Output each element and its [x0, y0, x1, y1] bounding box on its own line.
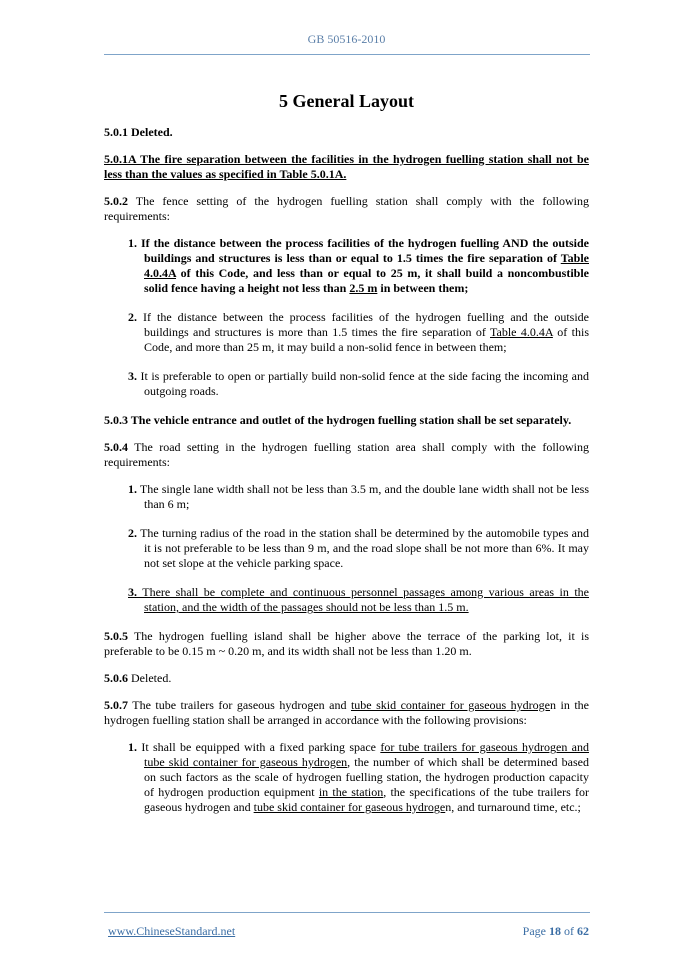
clause-5-0-4-item-3 — [128, 585, 589, 615]
header-divider — [104, 54, 590, 55]
clause-text: The hydrogen fuelling island shall be higher above the terrace of the parking lot, it is preferable to be 0.15 m ~ 0.20 m, and its width shall not be less than 1.20 m. — [104, 629, 589, 658]
item-text-underlined: for tube trailers for gaseous hydrogen and tube skid container for gaseous hydrogen — [144, 740, 589, 769]
item-text: of this Code, and less than or equal to 25 m, it shall build a noncombustible solid fence having a height not less than — [144, 266, 589, 295]
clause-text: The road setting in the hydrogen fuelling station area shall comply with the following requirements: — [104, 440, 589, 469]
item-text: in between them; — [377, 281, 469, 295]
item-text-underlined: 2.5 m — [349, 281, 378, 295]
clause-number: 5.0.7 — [104, 698, 128, 712]
item-text: , the number of which shall be determined based on such factors as the scale of hydrogen fuelling station, the hydrogen production capacity of hydrogen production equipment — [144, 755, 589, 799]
item-number: 3. — [128, 369, 137, 383]
item-text: It shall be equipped with a fixed parking space — [137, 740, 381, 754]
clause-5-0-1: 5.0.1 Deleted. — [104, 125, 173, 139]
clause-number: 5.0.4 — [104, 440, 128, 454]
website-link[interactable]: www.ChineseStandard.net — [108, 924, 236, 938]
clause-5-0-2-item-1 — [128, 236, 589, 296]
table-reference-link[interactable]: Table 4.0.4A — [490, 325, 553, 339]
clause-text: Deleted. — [128, 671, 172, 685]
item-text: The turning radius of the road in the station shall be determined by the automobile types and it is not preferable to be less than 9 m, and the road slope shall be not more than 6%. It may not set slope at the vehicle parking space. — [137, 526, 589, 570]
page-title: 5 General Layout — [279, 91, 414, 111]
clause-text: The tube trailers for gaseous hydrogen and — [128, 698, 351, 712]
item-number: 1. — [128, 740, 137, 754]
clause-number: 5.0.6 — [104, 671, 128, 685]
item-number: 3. — [128, 585, 137, 599]
item-text: If the distance between the process facilities of the hydrogen fuelling and the outside buildings and structures is more than 1.5 times the fire separation of — [137, 310, 589, 339]
item-text: The single lane width shall not be less than 3.5 m, and the double lane width shall not be less than 6 m; — [137, 482, 589, 511]
clause-text: n in the hydrogen fuelling station shall be arranged in accordance with the following provisions: — [104, 698, 589, 727]
page-label: Page — [522, 924, 546, 938]
item-text: of this Code, and more than 25 m, it may build a non-solid fence in between them; — [144, 325, 589, 354]
item-number: 2. — [128, 310, 137, 324]
item-number: 1. — [128, 236, 137, 250]
item-text: If the distance between the process facilities of the hydrogen fuelling AND the outside buildings and structures is less than or equal to 1.5 times the fire separation of — [137, 236, 589, 265]
page-indicator — [523, 924, 589, 939]
clause-5-0-5 — [104, 629, 589, 659]
item-text: , the specifications of the tube trailers for gaseous hydrogen and — [144, 785, 590, 814]
clause-5-0-3: 5.0.3 The vehicle entrance and outlet of the hydrogen fuelling station shall be set separately. — [104, 413, 572, 427]
clause-5-0-4-item-1 — [128, 482, 589, 512]
item-text: There shall be complete and continuous personnel passages among various areas in the station, and the width of the passages should not be less than 1.5 m. — [137, 585, 589, 614]
clause-5-0-2-item-3 — [128, 369, 589, 399]
item-text: It is preferable to open or partially build non-solid fence at the side facing the incoming and outgoing roads. — [137, 369, 589, 398]
item-number: 1. — [128, 482, 137, 496]
clause-text-underlined: tube skid container for gaseous hydroge — [350, 698, 551, 712]
page-header: GB 50516-2010 — [307, 32, 386, 46]
document-body — [104, 90, 589, 829]
page-total: 62 — [577, 924, 589, 938]
item-text-underlined: tube skid container for gaseous hydroge — [253, 800, 446, 814]
clause-5-0-4 — [104, 440, 589, 470]
clause-5-0-6 — [104, 671, 589, 686]
item-text: n, and turnaround time, etc.; — [445, 800, 581, 814]
clause-5-0-2-item-2 — [128, 310, 589, 355]
clause-5-0-7-item-1 — [128, 740, 589, 815]
page-number: 18 — [549, 924, 561, 938]
clause-number: 5.0.5 — [104, 629, 128, 643]
table-reference-link[interactable]: Table 4.0.4A — [144, 251, 589, 280]
clause-number: 5.0.2 — [104, 194, 128, 208]
footer-divider — [104, 912, 590, 913]
clause-5-0-2 — [104, 194, 589, 224]
of-label: of — [564, 924, 574, 938]
clause-text: The fence setting of the hydrogen fuelling station shall comply with the following requirements: — [104, 194, 589, 223]
clause-5-0-7 — [104, 698, 589, 728]
item-text-underlined: in the station — [318, 785, 384, 799]
item-number: 2. — [128, 526, 137, 540]
clause-5-0-4-item-2 — [128, 526, 589, 571]
clause-5-0-1a: 5.0.1A The fire separation between the facilities in the hydrogen fuelling station shall not be less than the values as specified in Table 5.0.1A. — [104, 152, 589, 181]
